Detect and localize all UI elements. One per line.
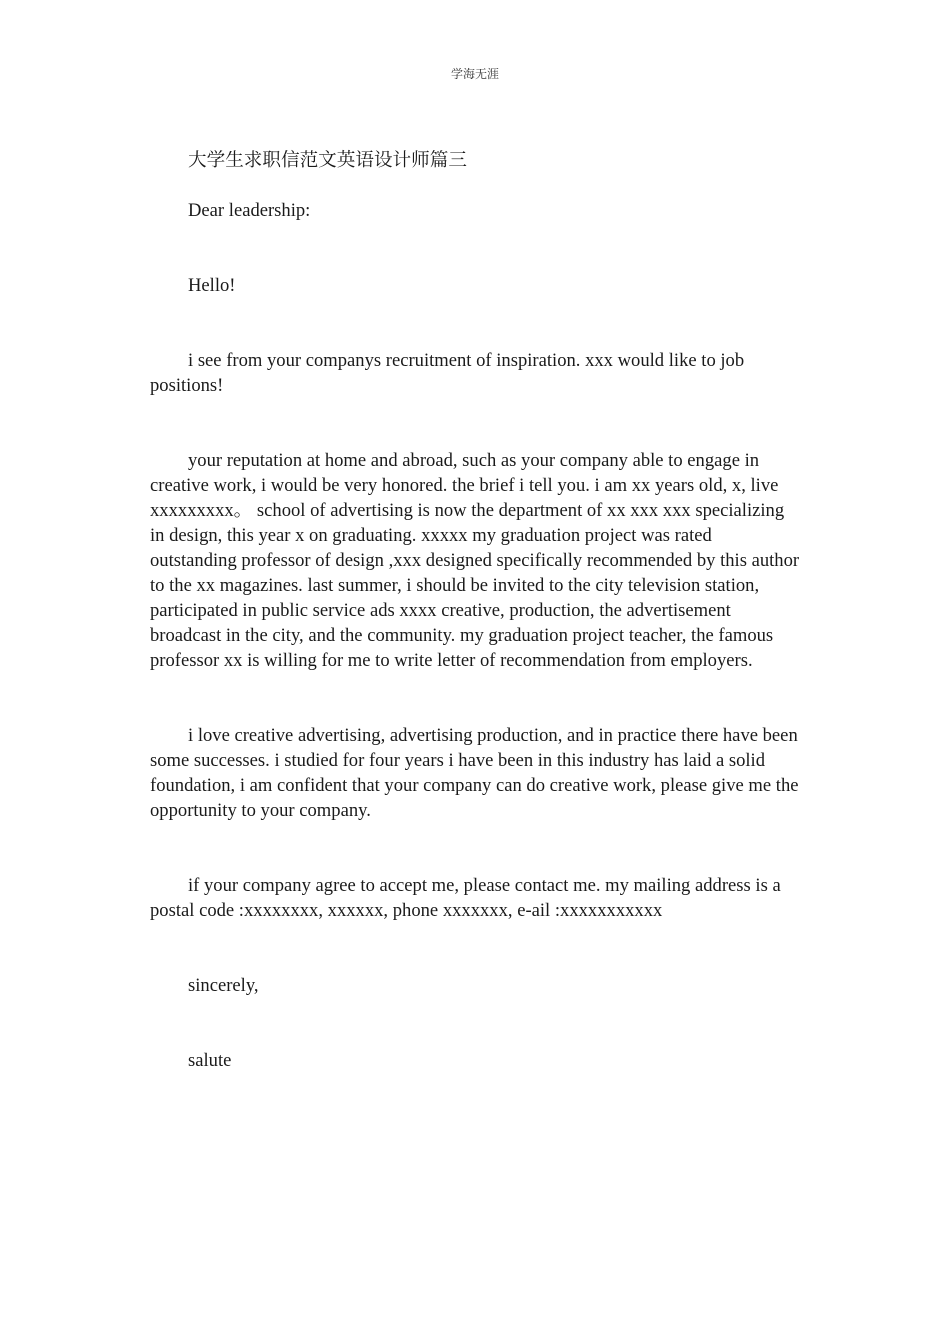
signoff: salute [188, 1050, 232, 1071]
salutation: Dear leadership: [188, 200, 311, 221]
greeting: Hello! [188, 275, 236, 296]
paragraph-background: your reputation at home and abroad, such as your company able to engage in creative work, i would be very honored. the brief i tell you. i am xx years old, x, live xxxxxxxxx。 school of advertising is now the department of xx xxx xxx specializing in design, this year x on graduating. xxxxx my graduation project was rated outstanding professor of design ,xxx designed specifically recommended by this author to the xx magazines. last summer, i should be invited to the city television station, participated in public service ads xxxx creative, production, the advertisement broadcast in the city, and the community. my graduation project teacher, the famous professor xx is willing for me to write letter of recommendation from employers. [150, 450, 800, 671]
letter-body [150, 148, 802, 1073]
paragraph-contact: if your company agree to accept me, please contact me. my mailing address is a postal code :xxxxxxxx, xxxxxx, phone xxxxxxx, e-ail :xxxxxxxxxxx [150, 875, 781, 921]
page-header: 学海无涯 [450, 67, 499, 81]
document-title: 大学生求职信范文英语设计师篇三 [188, 150, 467, 171]
paragraph-experience: i love creative advertising, advertising production, and in practice there have been some successes. i studied for four years i have been in this industry has laid a solid foundation, i am confident that your company can do creative work, please give me the opportunity to your company. [150, 725, 799, 821]
paragraph-intro: i see from your companys recruitment of inspiration. xxx would like to job positions! [150, 350, 745, 396]
closing: sincerely, [188, 975, 259, 996]
